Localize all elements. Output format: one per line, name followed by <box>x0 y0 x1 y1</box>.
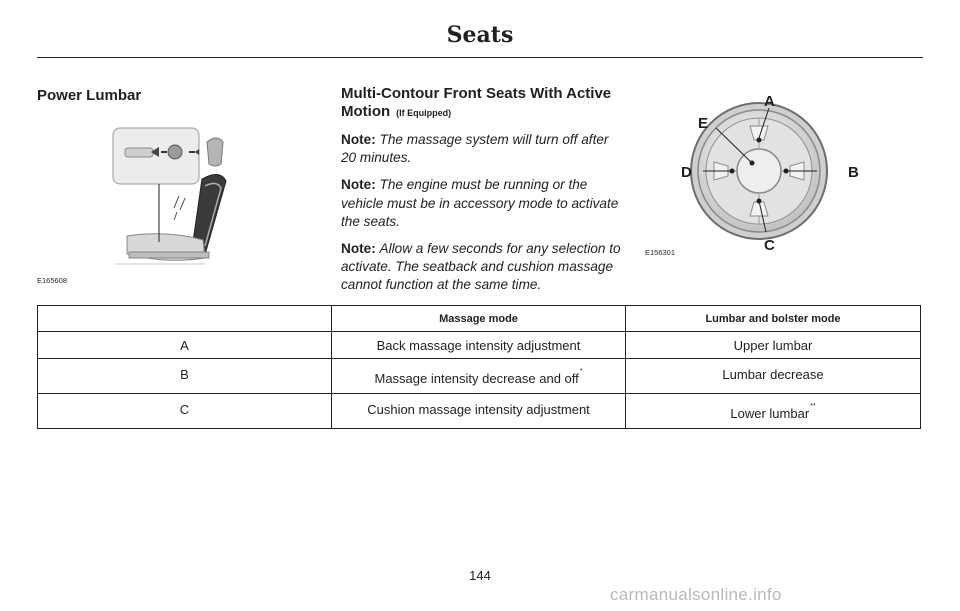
power-lumbar-heading: Power Lumbar <box>37 87 142 104</box>
table-cell-massage <box>332 394 626 429</box>
note-label: Note: <box>341 177 376 193</box>
callout-label-b: B <box>848 164 859 181</box>
note-label: Note: <box>341 132 376 147</box>
table-cell-key: B <box>38 359 332 394</box>
table-header-cell: Lumbar and bolster mode <box>626 306 921 332</box>
callout-label-e: E <box>698 115 709 132</box>
table-row <box>38 394 921 429</box>
callout-label-d: D <box>681 164 692 181</box>
table-cell-key: A <box>38 332 332 359</box>
cell-text: Lower lumbar <box>730 406 810 421</box>
cell-text: Upper lumbar <box>733 337 813 353</box>
table-row <box>38 332 921 359</box>
table-header-cell <box>38 306 332 332</box>
if-equipped-suffix: (If Equipped) <box>396 108 452 118</box>
header-divider <box>37 57 923 58</box>
power-lumbar-seat-illustration <box>107 124 237 269</box>
table-cell-massage <box>332 359 626 394</box>
multi-contour-heading <box>341 85 631 122</box>
table-cell-massage <box>332 332 626 359</box>
note-label: Note: <box>341 241 376 257</box>
watermark: carmanualsonline.info <box>610 585 782 604</box>
note-text: The engine must be running or the vehicle must be in accessory mode to activate the seats. <box>341 177 619 229</box>
table-header-row <box>38 306 921 332</box>
page-number: 144 <box>469 568 491 583</box>
left-image-code: E165608 <box>37 276 68 285</box>
page-header-title: Seats <box>446 22 514 48</box>
table-cell-lumbar <box>626 359 921 394</box>
massage-mode-table <box>37 305 921 429</box>
callout-label-c: C <box>764 237 775 254</box>
table-row <box>38 359 921 394</box>
table-header-cell: Massage mode <box>332 306 626 332</box>
table-cell-lumbar <box>626 332 921 359</box>
cell-text: Cushion massage intensity adjustment <box>367 402 590 417</box>
note-3 <box>341 240 626 295</box>
note-text: Allow a few seconds for any selection to activate. The seatback and cushion massage cannot function at the same time. <box>341 241 621 293</box>
cell-text: Back massage intensity adjustment <box>376 337 581 353</box>
massage-control-dial-illustration <box>670 88 870 260</box>
multi-contour-heading-text: Multi-Contour Front Seats With Active Motion <box>341 85 612 120</box>
footnote-mark: ** <box>810 402 816 410</box>
cell-text: Massage intensity decrease and off <box>374 371 579 386</box>
cell-text: Lumbar decrease <box>722 367 824 382</box>
table-cell-key: C <box>38 394 332 429</box>
note-text: The massage system will turn off after 20 minutes. <box>341 132 609 166</box>
notes-block <box>341 131 626 304</box>
footnote-mark: * <box>579 367 583 375</box>
callout-label-a: A <box>764 93 775 110</box>
right-image-code: E156301 <box>645 248 676 257</box>
note-2 <box>341 176 626 231</box>
table-cell-lumbar <box>626 394 921 429</box>
note-1 <box>341 131 626 167</box>
